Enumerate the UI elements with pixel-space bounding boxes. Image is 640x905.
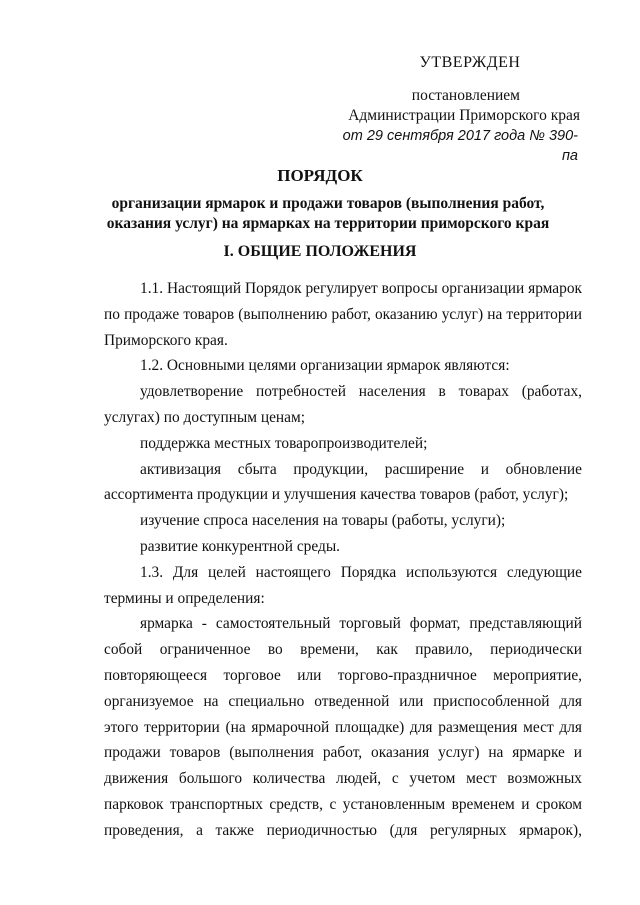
- approval-line-3: от 29 сентября 2017 года № 390-па: [342, 128, 578, 164]
- document-subtitle: организации ярмарок и продажи товаров (выполнения работ, оказания услуг) на ярмарках на территории приморского края: [106, 195, 550, 232]
- paragraph-definition-fair: ярмарка - самостоятельный торговый формат, представляющий собой ограниченное во времени, как правило, периодически повторяющееся торговое или торгово-праздничное мероприятие, организуемое на специально отведенной или приспособленной для этого территории (на ярмарочной площадке) для размещения мест для продажи товаров (выполнения работ, оказания услуг) на ярмарке и движения большого количества людей, с учетом мест возможных парковок транспортных средств, с установленным временем и сроком проведения, а также периодичностью (для регулярных ярмарок),: [104, 615, 582, 839]
- paragraph-goal-3: активизация сбыта продукции, расширение и обновление ассортимента продукции и улучшения качества товаров (работ, услуг);: [104, 460, 582, 504]
- paragraph-1-1: 1.1. Настоящий Порядок регулирует вопросы организации ярмарок по продаже товаров (выполнению работ, оказанию услуг) на территории Приморского края.: [104, 280, 582, 349]
- paragraph-1-3: 1.3. Для целей настоящего Порядка используются следующие термины и определения:: [104, 563, 582, 607]
- approval-line-2: Администрации Приморского края: [348, 107, 580, 124]
- document-body: [104, 276, 582, 844]
- paragraph-goal-1: удовлетворение потребностей населения в товарах (работах, услугах) по доступным ценам;: [104, 383, 582, 426]
- section-heading: I. ОБЩИЕ ПОЛОЖЕНИЯ: [223, 243, 417, 260]
- approval-title: УТВЕРЖДЕН: [419, 54, 521, 71]
- paragraph-goal-4: изучение спроса населения на товары (работы, услуги);: [140, 512, 506, 530]
- paragraph-1-2: 1.2. Основными целями организации ярмарок являются:: [140, 357, 510, 375]
- approval-stamp: [330, 54, 580, 166]
- paragraph-goal-2: поддержка местных товаропроизводителей;: [140, 434, 428, 452]
- paragraph-goal-5: развитие конкурентной среды.: [140, 537, 341, 555]
- approval-line-1: постановлением: [411, 87, 520, 104]
- document-title: ПОРЯДОК: [277, 166, 363, 185]
